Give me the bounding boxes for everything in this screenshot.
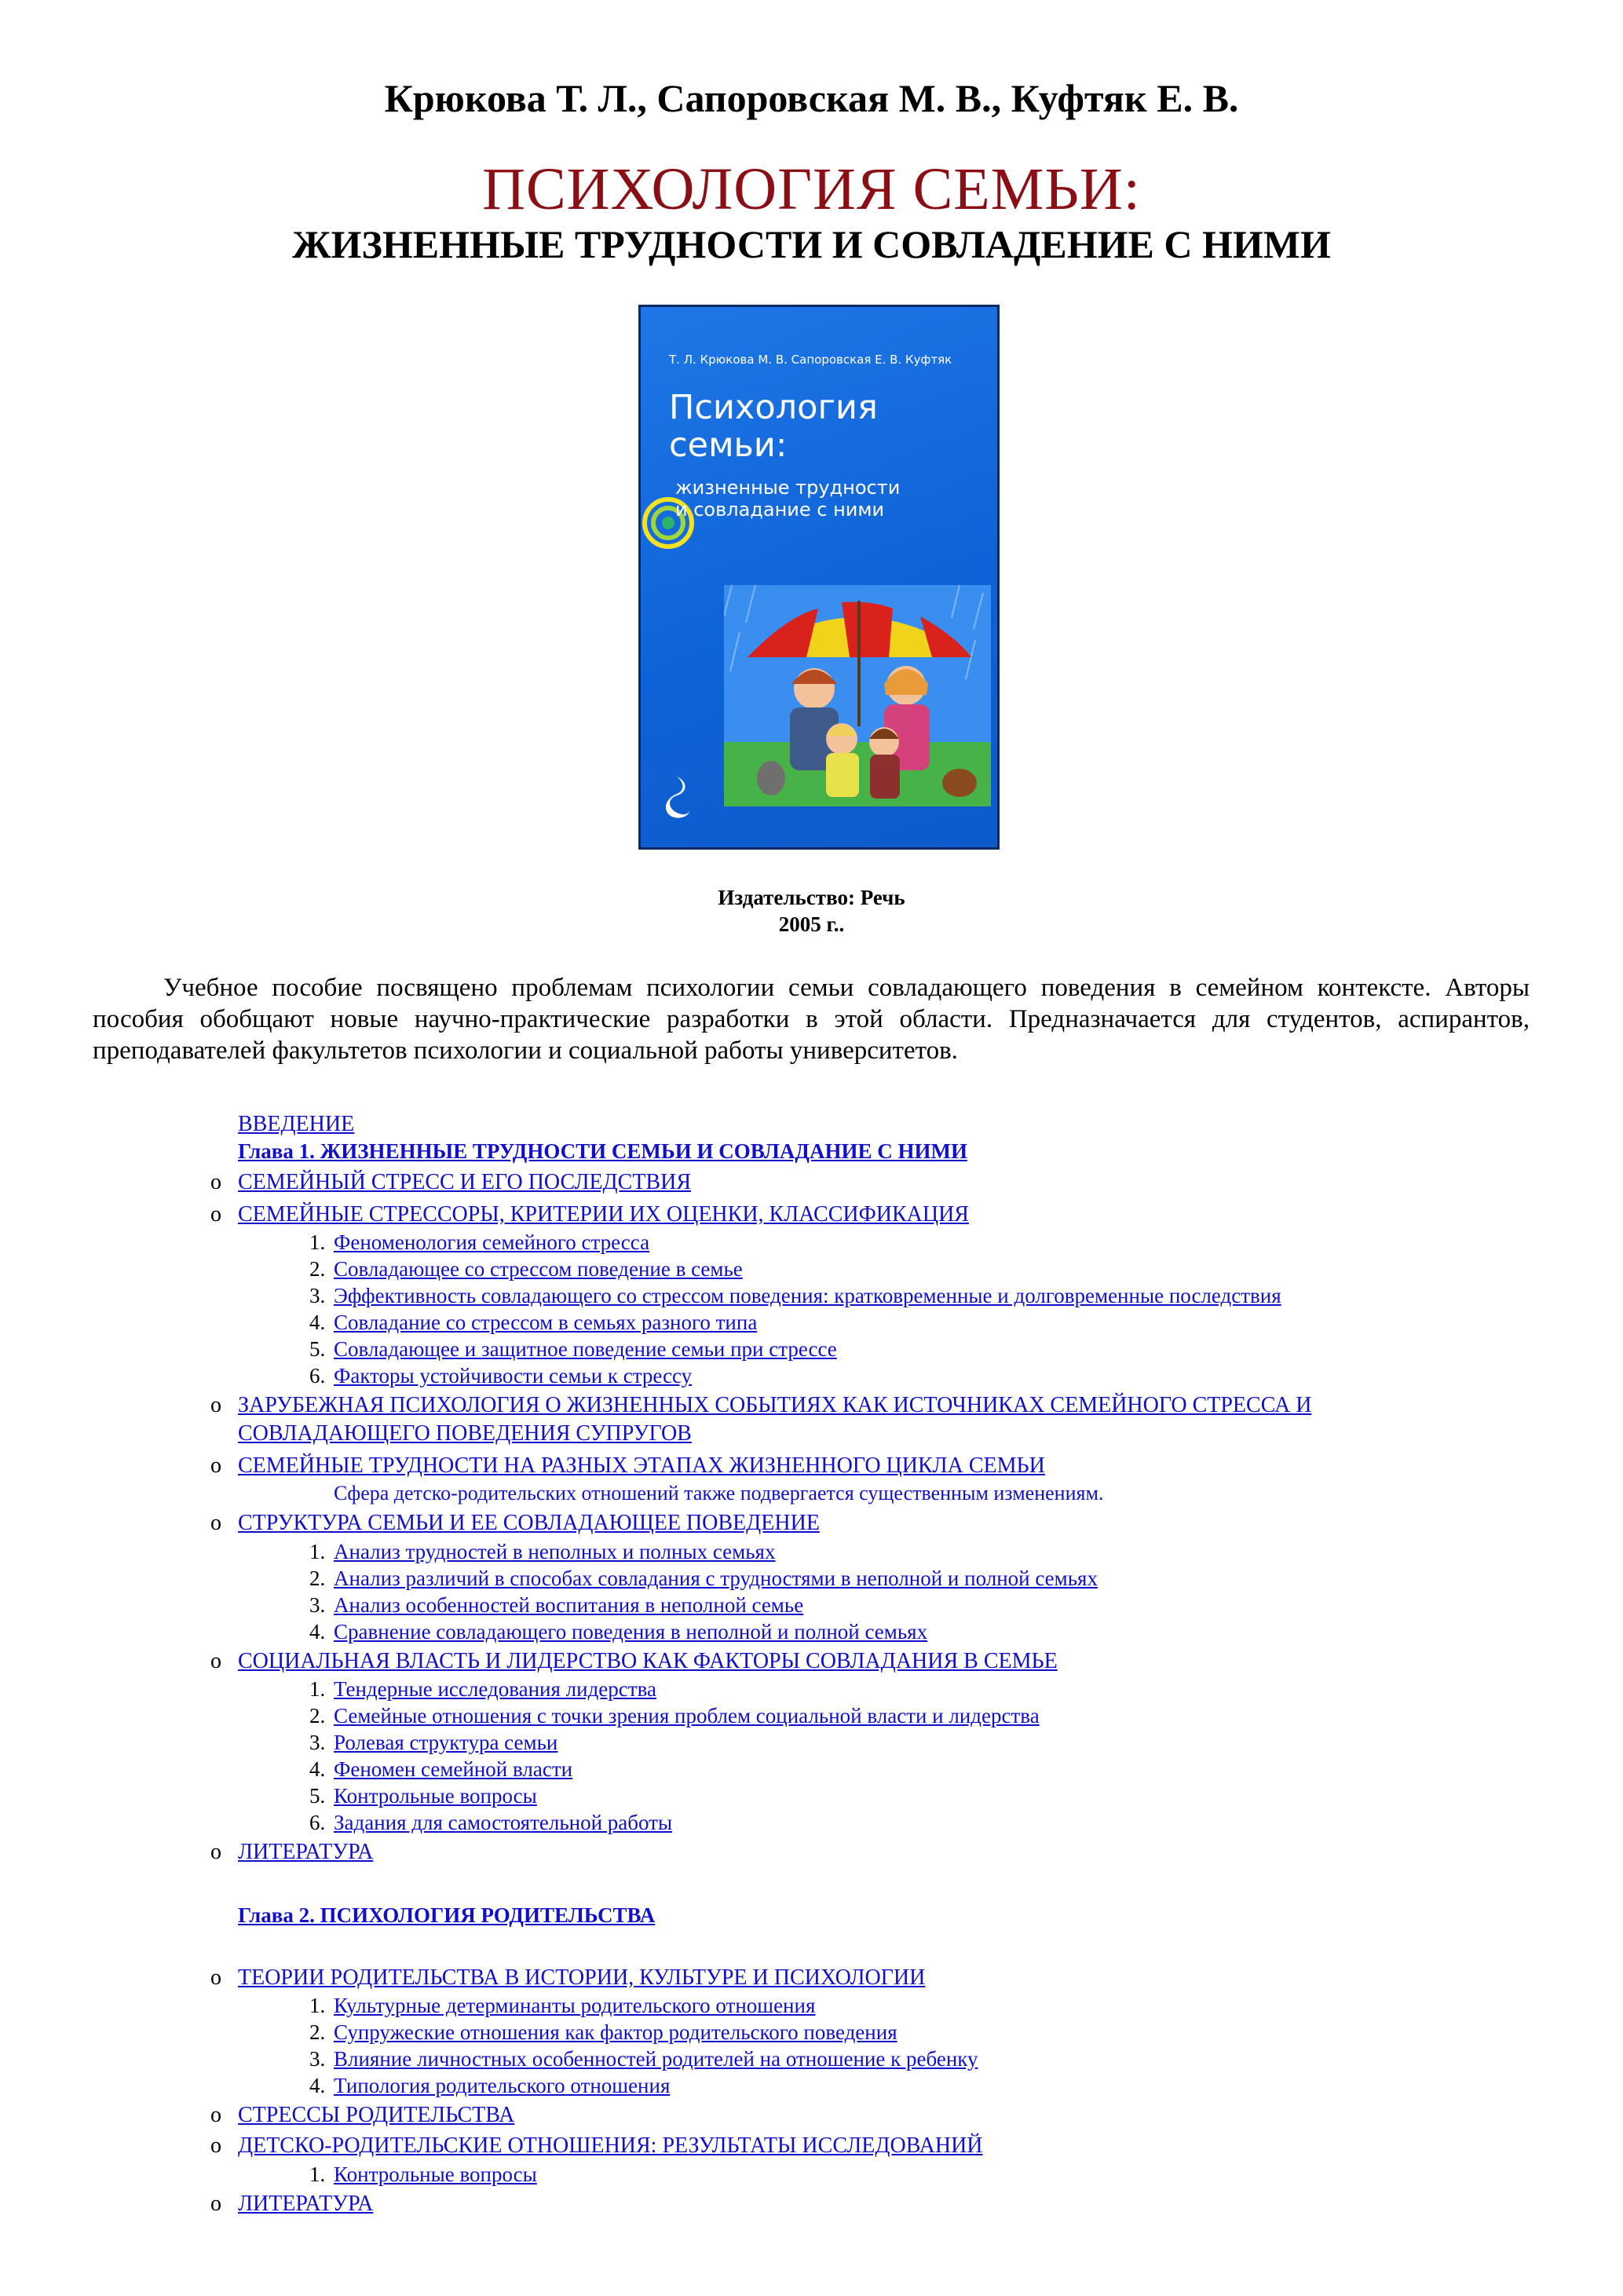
cover-subtitle-line2: и совладание с ними (675, 499, 885, 521)
toc-number: 2. (309, 1257, 326, 1281)
publisher-name: Издательство: Речь (718, 886, 905, 909)
toc-link-section[interactable]: СТРЕССЫ РОДИТЕЛЬСТВА (238, 2103, 515, 2127)
toc-bullet: o (210, 1511, 221, 1535)
toc-number: 2. (309, 1704, 326, 1727)
toc-link-section[interactable]: СЕМЕЙНЫЙ СТРЕСС И ЕГО ПОСЛЕДСТВИЯ (238, 1170, 692, 1194)
toc-number: 1. (309, 1994, 326, 2017)
book-cover-image (638, 305, 1000, 850)
toc-link-subsection[interactable]: Эффективность совладающего со стрессом поведения: кратковременные и долговременные последствия (334, 1284, 1281, 1307)
toc-link-section[interactable]: СОЦИАЛЬНАЯ ВЛАСТЬ И ЛИДЕРСТВО КАК ФАКТОРЫ СОВЛАДАНИЯ В СЕМЬЕ (238, 1649, 1058, 1673)
toc-number: 1. (309, 1677, 326, 1701)
toc-link-section[interactable]: СЕМЕЙНЫЕ СТРЕССОРЫ, КРИТЕРИИ ИХ ОЦЕНКИ, КЛАССИФИКАЦИЯ (238, 1202, 969, 1227)
publication-year: 2005 г.. (778, 912, 845, 936)
toc-link-literature[interactable]: ЛИТЕРАТУРА (238, 2192, 374, 2216)
toc-number: 3. (309, 1284, 326, 1307)
toc-bullet: o (210, 1965, 221, 1990)
toc-number: 3. (309, 2047, 326, 2071)
toc-note: Сфера детско-родительских отношений также подвергается существенным изменениям. (334, 1482, 1104, 1504)
toc-number: 1. (309, 1230, 326, 1254)
toc-link-subsection[interactable]: Типология родительского отношения (334, 2074, 671, 2097)
toc-link-literature[interactable]: ЛИТЕРАТУРА (238, 1840, 374, 1864)
book-subtitle: ЖИЗНЕННЫЕ ТРУДНОСТИ И СОВЛАДЕНИЕ С НИМИ (292, 222, 1331, 266)
cover-title (669, 389, 878, 464)
toc-number: 4. (309, 1757, 326, 1781)
toc-bullet: o (210, 2192, 221, 2216)
toc-bullet: o (210, 1649, 221, 1673)
toc-link-section-cont[interactable]: СОВЛАДАЮЩЕГО ПОВЕДЕНИЯ СУПРУГОВ (238, 1421, 692, 1446)
toc-number: 5. (309, 1337, 326, 1361)
cover-family-umbrella-illustration (724, 585, 991, 806)
toc-link-section[interactable]: ЗАРУБЕЖНАЯ ПСИХОЛОГИЯ О ЖИЗНЕННЫХ СОБЫТИЯХ КАК ИСТОЧНИКАХ СЕМЕЙНОГО СТРЕССА И (238, 1393, 1312, 1417)
toc-bullet: o (210, 2133, 221, 2158)
toc-number: 2. (309, 2020, 326, 2044)
toc-bullet: o (210, 1840, 221, 1864)
toc-number: 1. (309, 2163, 326, 2186)
toc-link-subsection[interactable]: Задания для самостоятельной работы (334, 1811, 673, 1834)
toc-link-subsection[interactable]: Влияние личностных особенностей родителей на отношение к ребенку (334, 2047, 978, 2071)
toc-link-intro[interactable]: ВВЕДЕНИЕ (238, 1112, 355, 1136)
cover-subtitle (675, 477, 900, 521)
toc-link-subsection[interactable]: Совладание со стрессом в семьях разного типа (334, 1311, 758, 1334)
toc-number: 4. (309, 1311, 326, 1334)
toc-bullet: o (210, 1170, 221, 1194)
toc-bullet: o (210, 1453, 221, 1478)
cover-authors: Т. Л. Крюкова М. В. Сапоровская Е. В. Куфтяк (669, 353, 952, 367)
toc-bullet: o (210, 1202, 221, 1227)
publisher-info (0, 884, 1623, 938)
book-title: ПСИХОЛОГИЯ СЕМЬИ: (482, 156, 1141, 222)
cover-subtitle-line1: жизненные трудности (675, 477, 901, 499)
toc-link-subsection[interactable]: Супружеские отношения как фактор родительского поведения (334, 2020, 897, 2044)
toc-link-subsection[interactable]: Контрольные вопросы (334, 1784, 537, 1808)
toc-number: 2. (309, 1567, 326, 1590)
toc-link-subsection[interactable]: Анализ различий в способах совладания с трудностями в неполной и полной семьях (334, 1567, 1098, 1590)
toc-link-section[interactable]: ДЕТСКО-РОДИТЕЛЬСКИЕ ОТНОШЕНИЯ: РЕЗУЛЬТАТЫ ИССЛЕДОВАНИЙ (238, 2133, 983, 2158)
toc-number: 4. (309, 1620, 326, 1643)
toc-link-subsection[interactable]: Анализ особенностей воспитания в неполной семье (334, 1593, 804, 1617)
publisher-logo-icon (661, 773, 693, 821)
toc-link-chapter2[interactable]: Глава 2. ПСИХОЛОГИЯ РОДИТЕЛЬСТВА (238, 1903, 656, 1927)
toc-link-subsection[interactable]: Семейные отношения с точки зрения проблем социальной власти и лидерства (334, 1704, 1040, 1727)
toc-link-subsection[interactable]: Сравнение совладающего поведения в неполной и полной семьях (334, 1620, 928, 1643)
toc-link-chapter1[interactable]: Глава 1. ЖИЗНЕННЫЕ ТРУДНОСТИ СЕМЬИ И СОВЛАДАНИЕ С НИМИ (238, 1139, 967, 1163)
toc-link-subsection[interactable]: Феноменология семейного стресса (334, 1230, 650, 1254)
toc-link-subsection[interactable]: Феномен семейной власти (334, 1757, 573, 1781)
toc-number: 5. (309, 1784, 326, 1808)
toc-number: 4. (309, 2074, 326, 2097)
toc-link-subsection[interactable]: Культурные детерминанты родительского отношения (334, 1994, 816, 2017)
toc-number: 3. (309, 1731, 326, 1754)
toc-link-section[interactable]: ТЕОРИИ РОДИТЕЛЬСТВА В ИСТОРИИ, КУЛЬТУРЕ И ПСИХОЛОГИИ (238, 1965, 926, 1990)
toc-bullet: o (210, 2103, 221, 2127)
toc-link-section[interactable]: СТРУКТУРА СЕМЬИ И ЕЕ СОВЛАДАЮЩЕЕ ПОВЕДЕНИЕ (238, 1511, 820, 1535)
toc-number: 6. (309, 1364, 326, 1387)
toc-number: 1. (309, 1540, 326, 1563)
toc-link-subsection[interactable]: Контрольные вопросы (334, 2163, 537, 2186)
toc-bullet: o (210, 1393, 221, 1417)
toc-link-subsection[interactable]: Ролевая структура семьи (334, 1731, 558, 1754)
book-authors: Крюкова Т. Л., Сапоровская М. В., Куфтяк Е. В. (384, 76, 1239, 120)
toc-number: 6. (309, 1811, 326, 1834)
toc-link-subsection[interactable]: Анализ трудностей в неполных и полных семьях (334, 1540, 776, 1563)
toc-link-subsection[interactable]: Совладающее и защитное поведение семьи при стрессе (334, 1337, 837, 1361)
toc-link-section[interactable]: СЕМЕЙНЫЕ ТРУДНОСТИ НА РАЗНЫХ ЭТАПАХ ЖИЗНЕННОГО ЦИКЛА СЕМЬИ (238, 1453, 1045, 1478)
book-abstract: Учебное пособие посвящено проблемам психологии семьи совладающего поведения в семейном контексте. Авторы пособия обобщают новые научно-практические разработки в этой области. Предназначается для студентов, аспирантов, преподавателей факультетов психологии и социальной работы университетов. (93, 974, 1530, 1065)
toc-link-subsection[interactable]: Тендерные исследования лидерства (334, 1677, 656, 1701)
toc-link-subsection[interactable]: Факторы устойчивости семьи к стрессу (334, 1364, 693, 1387)
cover-title-line1: Психология (669, 388, 878, 427)
toc-link-subsection[interactable]: Совладающее со стрессом поведение в семье (334, 1257, 743, 1281)
cover-title-line2: семьи: (669, 426, 788, 465)
toc-number: 3. (309, 1593, 326, 1617)
